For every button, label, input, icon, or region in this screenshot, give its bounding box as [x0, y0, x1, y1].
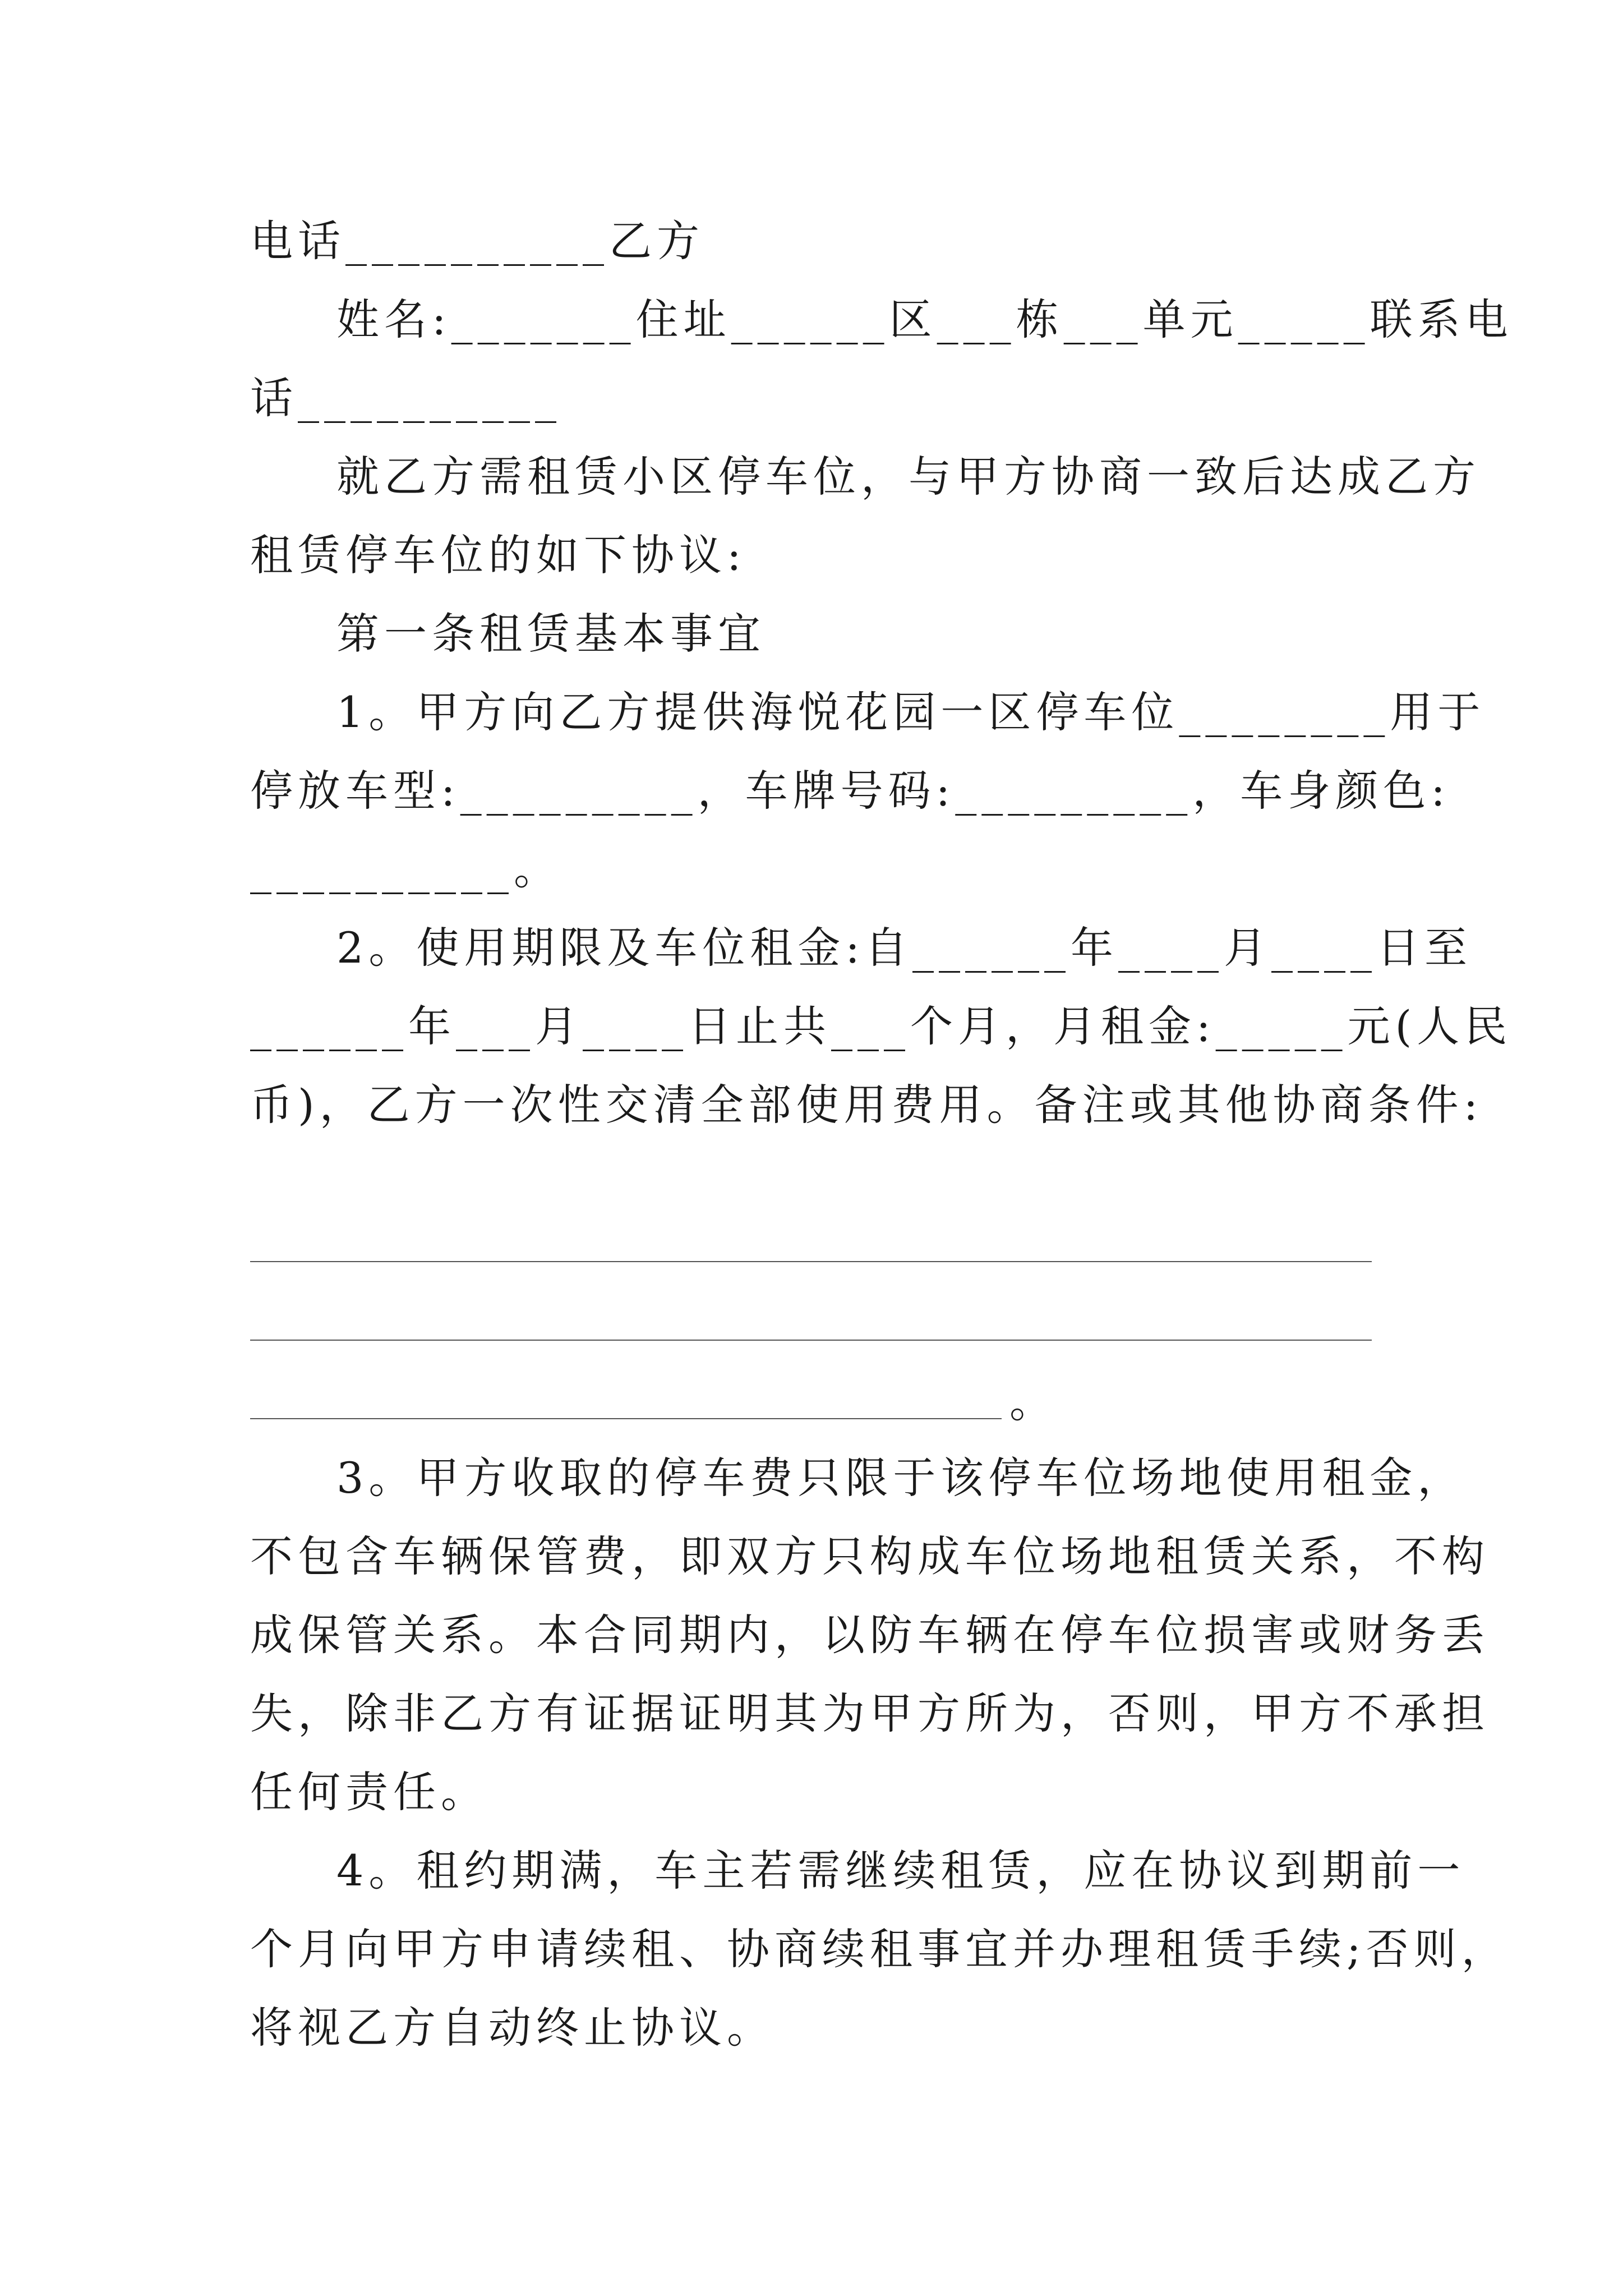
- text-line: 币)，乙方一次性交清全部使用费用。备注或其他协商条件:: [250, 1080, 1483, 1130]
- text-line: 3。甲方收取的停车费只限于该停车位场地使用租金，: [336, 1453, 1465, 1503]
- text-line: 失，除非乙方有证据证明其为甲方所为，否则，甲方不承担: [250, 1688, 1490, 1738]
- section-heading: 第一条租赁基本事宜: [336, 609, 766, 659]
- blank-fill-line: [250, 1261, 1372, 1262]
- text-line: ______年___月____日止共___个月，月租金:_____元(人民: [250, 1001, 1513, 1051]
- text-line: 将视乙方自动终止协议。: [250, 2003, 774, 2053]
- blank-fill-line: [250, 1418, 1002, 1419]
- text-line: __________。: [250, 844, 561, 894]
- text-line: 成保管关系。本合同期内，以防车辆在停车位损害或财务丢: [250, 1610, 1490, 1660]
- text-line: 电话__________乙方: [250, 216, 704, 266]
- text-line: 就乙方需租赁小区停车位，与甲方协商一致后达成乙方: [336, 452, 1481, 501]
- text-line: 个月向甲方申请续租、协商续租事宜并办理租赁手续;否则，: [250, 1924, 1509, 1974]
- text-line: 停放车型:_________，车牌号码:_________，车身颜色:: [250, 766, 1450, 816]
- text-line: 2。使用期限及车位租金:自______年____月____日至: [336, 923, 1472, 973]
- text-line: 1。甲方向乙方提供海悦花园一区停车位________用于: [336, 687, 1486, 737]
- text-line: 租赁停车位的如下协议:: [250, 530, 746, 580]
- text-line: 不包含车辆保管费，即双方只构成车位场地租赁关系，不构: [250, 1531, 1490, 1581]
- text-line: 姓名:_______住址______区___栋___单元_____联系电: [336, 295, 1513, 344]
- text-line: 。: [1009, 1377, 1057, 1427]
- text-line: 4。租约期满，车主若需继续租赁，应在协议到期前一: [336, 1846, 1465, 1895]
- text-line: 话__________: [250, 373, 561, 423]
- blank-fill-line: [250, 1340, 1372, 1341]
- text-line: 任何责任。: [250, 1767, 488, 1817]
